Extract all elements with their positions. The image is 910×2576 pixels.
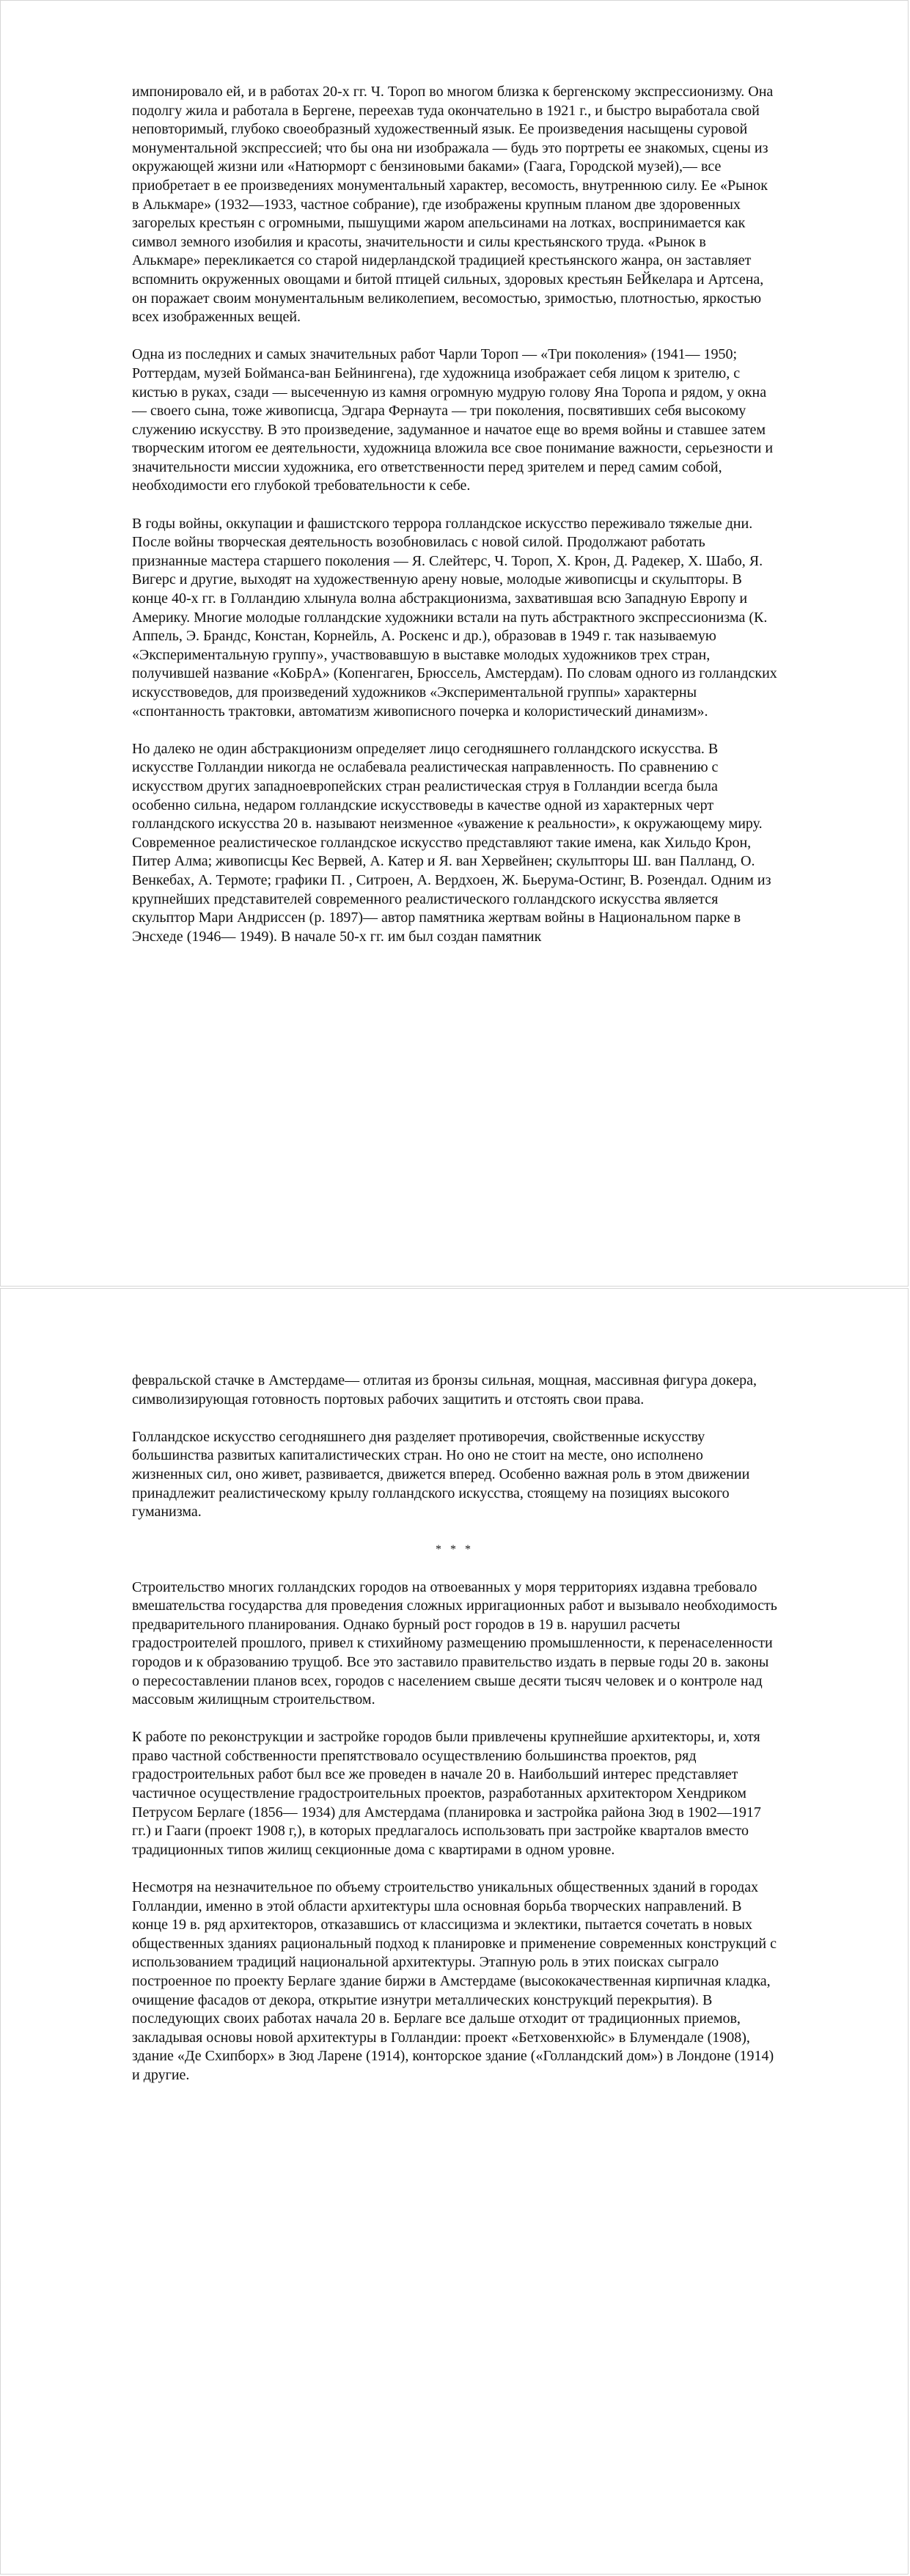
paragraph: импонировало ей, и в работах 20-х гг. Ч. Тороп во многом близка к бергенскому экспрессионизму. Она подолгу жила и работала в Бергене, переехав туда окончательно в 1921 г., и быстро выработала свой неповторимый, глубоко своеобразный художественный язык. Ее произведения насыщены суровой монументальной экспрессией; что бы она ни изображала — будь это портреты ее знакомых, сцены из окружающей жизни или «Натюрморт с бензиновыми баками» (Гаага, Городской музей),— все приобретает в ее произведениях монументальный характер, весомость, внутреннюю силу. Ее «Рынок в Алькмаре» (1932—1933, частное собрание), где изображены крупным планом две здоровенных загорелых крестьян с огромными, пышущими жаром апельсинами на лотках, воспринимается как символ земного изобилия и красоты, значительности и силы крестьянского труда. «Рынок в Алькмаре» перекликается со старой нидерландской традицией крестьянского жанра, он заставляет вспомнить окруженных овощами и битой птицей сильных, здоровых крестьян БеЙкелара и Артсена, он поражает своим монументальным великолепием, весомостью, зримостью, плотностью, яркостью всех изображенных вещей. <box>132 84 774 326</box>
paragraph: К работе по реконструкции и застройке городов были привлечены крупнейшие архитекторы, и, хотя право частной собственности препятствовало осуществлению большинства проектов, ряд градостроительных работ был все же проведен в начале 20 в. Наибольший интерес представляет частичное осуществление градостроительных проектов, разработанных архитектором Хендриком Петрусом Берлаге (1856— 1934) для Амстердама (планировка и застройка района Зюд в 1902—1917 гг.) и Гааги (проект 1908 г,), в которых предлагалось использовать при застройке кварталов вместо традиционных типов жилищ секционные дома с квартирами в одном уровне. <box>132 1729 761 1858</box>
paragraph: Но далеко не один абстракционизм определяет лицо сегодняшнего голландского искусства. В искусстве Голландии никогда не ослабевала реалистическая направленность. По сравнению с искусством других западноевропейских стран реалистическая струя в Голландии всегда была особенно сильна, недаром голландские искусствоведы в качестве одной из характерных черт голландского искусства 20 в. называют неизменное «уважение к реальности», к окружающему миру. Современное реалистическое голландское искусство представляют такие имена, как Хильдо Крон, Питер Алма; живописцы Кес Вервей, А. Катер и Я. ван Хервейнен; скульпторы Ш. ван Палланд, О. Венкебах, А. Термоте; графики П. , Ситроен, А. Вердхоен, Ж. Бьеpума-Остинг, В. Розендал. Одним из крупнейших представителей современного реалистического голландского искусства является скульптор Мари Андриссен (р. 1897)— автор памятника жертвам войны в Национальном парке в Энсхеде (1946— 1949). В начале 50-х гг. им был создан памятник <box>132 740 771 945</box>
paragraph: В годы войны, оккупации и фашистского террора голландское искусство переживало тяжелые дни. После войны творческая деятельность возобновилась с новой силой. Продолжают работать признанные мастера старшего поколения — Я. Слейтерс, Ч. Тороп, Х. Крон, Д. Радекер, Х. Шабо, Я. Вигерс и другие, выходят на художественную арену новые, молодые живописцы и скульпторы. В конце 40-х гг. в Голландию хлынула волна абстракционизма, захватившая всю Западную Европу и Америку. Многие молодые голландские художники встали на путь абстрактного экспрессионизма (К. Аппель, Э. Брандс, Констан, Корнейль, А. Роскенс и др.), образовав в 1949 г. так называемую «Экспериментальную группу», участвовавшую в выставке молодых художников трех стран, получившей название «КоБрА» (Копенгаген, Брюссель, Амстердам). По словам одного из голландских искусствоведов, для произведений художников «Экспериментальной группы» характерны «спонтанность трактовки, автоматизм живописного почерка и колористический динамизм». <box>132 515 777 720</box>
page-1-text-block <box>132 83 777 965</box>
section-separator: * * * <box>436 1543 474 1556</box>
page-2 <box>0 1288 909 2575</box>
paragraph: февральской стачке в Амстердаме— отлитая из бронзы сильная, мощная, массивная фигура докера, символизирующая готовность портовых рабочих защитить и отстоять свои права. <box>132 1372 757 1408</box>
page-2-text-block <box>132 1372 777 2104</box>
page-1 <box>0 0 909 1287</box>
paragraph: Одна из последних и самых значительных работ Чарли Тороп — «Три поколения» (1941— 1950; Роттердам, музей Бойманса-ван Бейнингена), где художница изображает себя лицом к зрителю, с кистью в руках, сзади — высеченную из камня огромную мудрую голову Яна Торопа и рядом, у окна — своего сына, тоже живописца, Эдгара Фернаута — три поколения, посвятивших себя высокому служению искусству. В это произведение, задуманное и начатое еще во время войны и ставшее затем творческим итогом ее деятельности, художница вложила все свое понимание важности, серьезности и значительности миссии художника, его ответственности перед зрителем и перед самим собой, необходимости его глубокой требовательности к себе. <box>132 346 774 494</box>
paragraph: Несмотря на незначительное по объему строительство уникальных общественных зданий в городах Голландии, именно в этой области архитектуры шла основная борьба творческих направлений. В конце 19 в. ряд архитекторов, отказавшись от классицизма и эклектики, пытается сочетать в новых общественных зданиях рациональный подход к планировке и применение современных конструкций с использованием традиций национальной архитектуры. Этапную роль в этих поисках сыграло построенное по проекту Берлаге здание биржи в Амстердаме (высококачественная кирпичная кладка, очищение фасадов от декора, открытие изнутри металлических конструкций перекрытия). В последующих своих работах начала 20 в. Берлаге все дальше отходит от традиционных приемов, закладывая основы новой архитектуры в Голландии: проект «Бетховенхюйс» в Блумендале (1908), здание «Де Схипборх» в Зюд Ларене (1914), конторское здание («Голландский дом») в Лондоне (1914) и другие. <box>132 1879 777 2083</box>
paragraph: Строительство многих голландских городов на отвоеванных у моря территориях издавна требовало вмешательства государства для проведения сложных ирригационных работ и вызывало необходимость предварительного планирования. Однако бурный рост городов в 19 в. нарушил расчеты градостроителей прошлого, привел к стихийному размещению промышленности, к перенаселенности городов и к образованию трущоб. Все это заставило правительство издать в первые годы 20 в. законы о пересоставлении планов всех, городов с населением свыше десяти тысяч человек и о контроле над массовым жилищным строительством. <box>132 1578 777 1708</box>
paragraph: Голландское искусство сегодняшнего дня разделяет противоречия, свойственные искусству большинства развитых капиталистических стран. Но оно не стоит на месте, оно исполнено жизненных сил, оно живет, развивается, движется вперед. Особенно важная роль в этом движении принадлежит реалистическому крылу голландского искусства, стоящему на позициях высокого гуманизма. <box>132 1428 750 1521</box>
